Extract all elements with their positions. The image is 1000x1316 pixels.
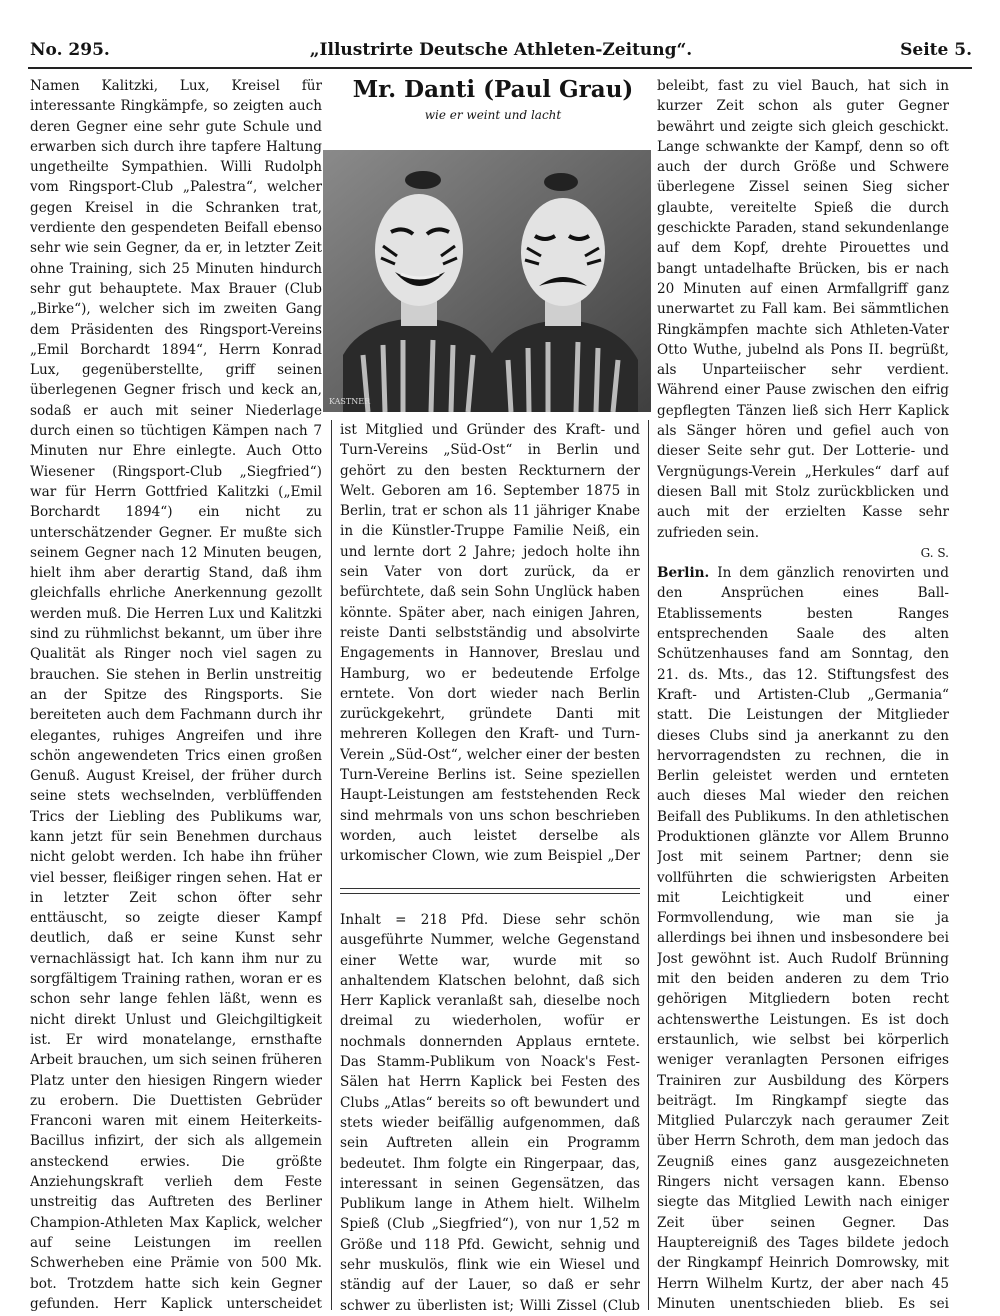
clown-photo-drawing [323, 150, 651, 412]
section-rule-top [340, 888, 640, 889]
herkules-report: beleibt, fast zu viel Bauch, hat sich in kurzer Zeit schon als guter Gegner bewährt und zeigte sich gleich geschickt. Lange schwankte der Kampf, denn so oft auch der durch Größe und Schwere überlegene Zissel seinen Sieg sicher glaubte, vereitelte Spieß die durch geschickte Paraden, stand sekundenlange auf dem Kopf, drehte Pirouettes und bangt untadelhafte Brücken, bis er nach 20 Minuten auf einen Armfallgriff ganz unerwartet zu Fall kam. Bei sämmtlichen Ringkämpfen machte sich Athleten-Vater Otto Wuthe, jubelnd als Pons II. begrüßt, als Unparteiischer sehr verdient. Während einer Pause zwischen den eifrig gepflegten Tänzen ließ sich Herr Kaplick als Sänger hören und gefiel auch von dieser Seite sehr gut. Der Lotterie- und Vergnügungs-Verein „Herkules“ darf auf diesen Ball mit Stolz zurückblicken und auch mit der erzielten Kasse sehr zufrieden sein. [657, 78, 949, 541]
column-left [30, 76, 322, 1316]
column-middle-top [340, 420, 640, 870]
figure-title: Mr. Danti (Paul Grau) [352, 76, 634, 103]
kaplick-report: Inhalt = 218 Pfd. Diese sehr schön ausgeführte Nummer, welche Gegenstand einer Wette war, wurde mit so anhaltendem Klatschen belohnt, daß sich Herr Kaplick veranlaßt sah, dieselbe noch dreimal zu wiederholen, wofür er nochmals donnernden Applaus erntete. Das Stamm-Publikum von Noack's Fest-Sälen hat Herrn Kaplick bei Festen des Clubs „Atlas“ bereits so oft bewundert und stets wieder beifällig aufgenommen, daß sein Auftreten allein ein Programm bedeutet. Ihm folgte ein Ringerpaar, das, interessant in seinen Gegensätzen, das Publikum lange in Athem hielt. Wilhelm Spieß (Club „Siegfried“), von nur 1,52 m Größe und 118 Pfd. Gewicht, sehnig und sehr muskulös, flink wie ein Wiesel und ständig auf der Lauer, so daß er sehr schwer zu überlisten ist; Willi Zissel (Club [340, 912, 640, 1314]
clown-photo [323, 150, 651, 412]
page-number: Seite 5. [900, 40, 972, 60]
column-divider-left [331, 420, 332, 1310]
photo-stamp: KASTNER [329, 397, 371, 406]
signature-gs: G. S. [920, 545, 949, 560]
danti-biography: ist Mitglied und Gründer des Kraft- und Turn-Vereins „Süd-Ost“ in Berlin und gehört zu den besten Reckturnern der Welt. Geboren am 16. September 1875 in Berlin, trat er schon als 11 jähriger Knabe in die Künstler-Truppe Familie Neiß, ein und lernte dort 2 Jahre; jedoch holte ihn sein Vater von dort zurück, da er befürchtete, daß sein Sohn Unglück haben könnte. Später aber, nach einigen Jahren, reiste Danti selbstständig und absolvirte Engagements in Hannover, Breslau und Hamburg, wo er bedeutende Erfolge erntete. Von dort wieder nach Berlin zurückgekehrt, gründete Danti mit mehreren Kollegen den Kraft- und Turn-Verein „Süd-Ost“, welcher einer der besten Turn-Vereine Berlins ist. Seine speziellen Haupt-Leistungen am feststehenden Reck sind mehrmals von uns schon beschrieben worden, auch leistet derselbe als urkomischer Clown, wie zum Beispiel „Der [340, 422, 640, 865]
page-header [30, 40, 972, 64]
header-rule [28, 67, 972, 69]
column-right [657, 76, 949, 1316]
column-divider-right [648, 420, 649, 1310]
figure-caption: wie er weint und lacht [424, 108, 562, 122]
germania-text: In dem gänzlich renovirten und den Ansprüchen eines Ball-Etablissements besten Ranges entsprechenden Saale des alten Schützenhauses fand am Sonntag, den 21. ds. Mts., das 12. Stiftungsfest des Kraft- und Artisten-Club „Germania“ statt. Die Leistungen der Mitglieder dieses Clubs sind ja anerkannt zu den hervorragendsten zu rechnen, die in Berlin geleistet werden und ernteten auch dieses Mal wieder den reichen Beifall des Publikums. In den athletischen Produktionen glänzte vor Allem Brunno Jost mit seinem Partner; denn sie vollführten die schwierigsten Arbeiten mit Leichtigkeit und einer Formvollendung, wie man sie ja allerdings bei ihnen und insbesondere bei Jost gewöhnt ist. Auch Rudolf Brünning mit den beiden anderen zu dem Trio gehörigen Mitgliedern boten recht achtenswerthe Leistungen. Es ist doch erstaunlich, wie selbst bei körperlich weniger veranlagten Personen eifriges Trainiren zur Ausbildung des Körpers beiträgt. Im Ringkampf siegte das Mitglied Pularczyk nach geraumer Zeit über Herrn Schroth, dem man jedoch das Zeugniß eines ganz ausgezeichneten Ringers nicht versagen kann. Ebenso siegte das Mitglied Lewith nach einiger Zeit über seinen Gegner. Das Hauptereigniß des Tages bildete jedoch der Ringkampf Heinrich Domrowsky, mit Herrn Wilhelm Kurtz, der aber nach 45 Minuten unentschieden blieb. Es sei [657, 565, 949, 1312]
article-continuation: Namen Kalitzki, Lux, Kreisel für interessante Ringkämpfe, so zeigten auch deren Gegner eine sehr gute Schule und erwarben sich durch ihre tapfere Haltung ungetheilte Sympathien. Willi Rudolph vom Ringsport-Club „Palestra“, welcher gegen Kreisel in die Schranken trat, verdiente den gespendeten Beifall ebenso sehr wie sein Gegner, da er, in letzter Zeit ohne Training, sich 25 Minuten hindurch sehr gut behauptete. Max Brauer (Club „Birke“), welcher sich im zweiten Gang dem Präsidenten des Ringsport-Vereins „Emil Borchardt 1894“, Herrn Konrad Lux, gegenüberstellte, griff seinen überlegenen Gegner frisch und keck an, sodaß er auch mit seiner Niederlage durch einen so tüchtigen Kämpen nach 7 Minuten nur Ehre einlegte. Auch Otto Wiesener (Ringsport-Club „Siegfried“) war für Herrn Gottfried Kalitzki („Emil Borchardt 1894“) ein nicht zu unterschätzender Gegner. Er mußte sich seinem Gegner nach 12 Minuten beugen, hielt ihm aber derartig Stand, daß ihm gleichfalls ehrliche Anerkennung gezollt werden muß. Die Herren Lux und Kalitzki sind zu rühmlichst bekannt, um über ihre Qualität als Ringer noch viel sagen zu brauchen. Sie stehen in Berlin unstreitig an der Spitze des Ringsports. Sie bereiteten auch dem Fachmann durch ihr elegantes, ruhiges Angreifen und ihre schön angewendeten Trics einen großen Genuß. August Kreisel, der früher durch seine stets wechselnden, verblüffenden Trics der Liebling des Publikums war, kann jetzt für sein Benehmen durchaus nicht gelobt werden. Ich habe ihn früher viel besser, fleißiger ringen sehen. Hat er in letzter Zeit schon öfter sehr enttäuscht, so zeigte dieser Kampf deutlich, daß er seine Kunst sehr vernachlässigt hat. Ich kann ihm nur zu sorgfältigem Training rathen, woran er es schon sehr lange fehlen läßt, wenn es nicht direkt Unlust und Gleichgiltigkeit ist. Er wird monatelange, ernsthafte Arbeit brauchen, um sich seinen früheren Platz unter den hiesigen Ringern wieder zu erobern. Die Duettisten Gebrüder Franconi waren mit einem Heiterkeits-Bacillus infizirt, der sich als allgemein ansteckend erwies. Die größte Anziehungskraft verlieh dem Feste unstreitig das Auftreten des Berliner Champion-Athleten Max Kaplick, welcher auf seine Leistungen im reellen Schwerheben eine Prämie von 500 Mk. bot. Trotzdem hatte sich kein Gegner gefunden. Herr Kaplick unterscheidet [30, 78, 322, 1312]
germania-report [657, 563, 949, 1316]
issue-number: No. 295. [30, 40, 110, 60]
dateline-berlin-1: Berlin. [657, 565, 710, 582]
masthead: „Illustrirte Deutsche Athleten-Zeitung“. [309, 40, 693, 60]
column-middle-bottom [340, 910, 640, 1315]
section-rule-bottom [340, 893, 640, 894]
